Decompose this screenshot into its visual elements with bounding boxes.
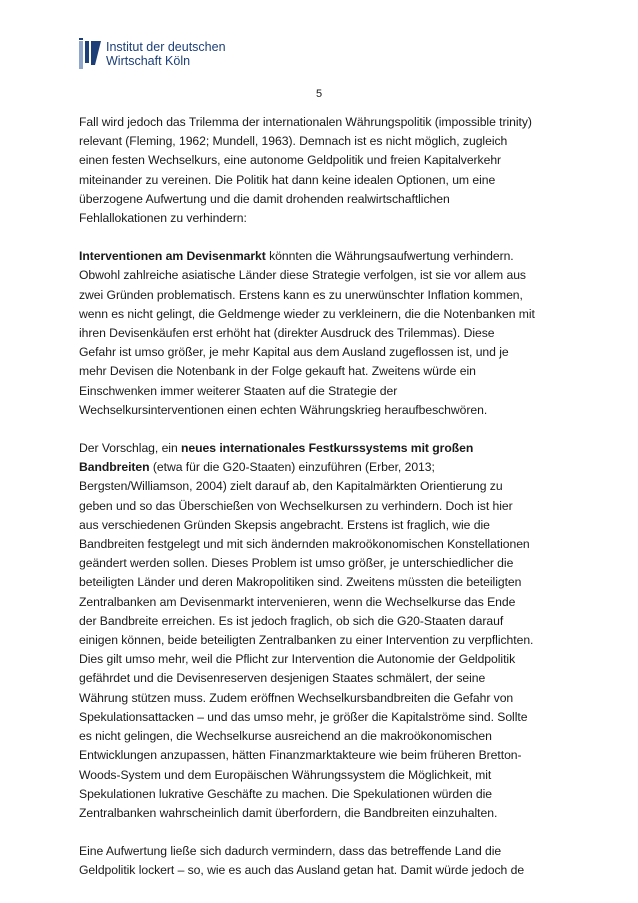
- text-line: überzogene Aufwertung und die damit drohenden realwirtschaftlichen: [79, 191, 450, 206]
- text-line: Währung stützen muss. Zudem eröffnen Wechselkursbandbreiten die Gefahr von: [79, 690, 514, 705]
- paragraph-interventions: [79, 247, 569, 420]
- page-number: 5: [315, 88, 323, 100]
- text-line: geben und so das Überschießen von Wechselkursen zu verhindern. Doch ist hier: [79, 498, 513, 513]
- text-line: Spekulationsattacken – und das umso mehr, je größer die Kapitalströme sind. Sollte: [79, 709, 528, 724]
- text-line: Eine Aufwertung ließe sich dadurch vermindern, dass das betreffende Land die: [79, 844, 502, 859]
- text-line: Gefahr ist umso größer, je mehr Kapital aus dem Ausland zugeflossen ist, und je: [79, 345, 509, 360]
- bold-term: Interventionen am Devisenmarkt: [79, 249, 266, 264]
- text-line: wenn es nicht gelingt, die Geldmenge wieder zu verkleinern, die die Notenbanken mit: [79, 306, 535, 321]
- text-line: beteiligten Länder und deren Makropolitiken sind. Zweitens müssten die beteiligten: [79, 575, 522, 590]
- paragraph-trilemma: [79, 113, 569, 228]
- iw-logo-icon: [78, 38, 102, 72]
- text-run: (etwa für die G20-Staaten) einzuführen (Erber, 2013;: [149, 460, 435, 475]
- text-line: [79, 458, 569, 477]
- bold-term: Bandbreiten: [79, 460, 150, 475]
- institute-header: [78, 38, 378, 78]
- institute-name-line2: Wirtschaft Köln: [106, 54, 191, 68]
- text-run: Der Vorschlag, ein: [79, 441, 182, 456]
- text-line: Woods-System und dem Europäischen Währungssystem die Möglichkeit, mit: [79, 767, 492, 782]
- text-line: [79, 247, 569, 266]
- text-line: Zentralbanken am Devisenmarkt intervenieren, wenn die Wechselkurse das Ende: [79, 594, 516, 609]
- text-line: einen festen Wechselkurs, eine autonome Geldpolitik und freien Kapitalverkehr: [79, 153, 502, 168]
- text-line: es nicht gelingen, die Wechselkurse ausreichend an die makroökonomischen: [79, 729, 492, 744]
- text-line: miteinander zu vereinen. Die Politik hat dann keine idealen Optionen, um eine: [79, 172, 496, 187]
- text-line: Geldpolitik lockert – so, wie es auch das Ausland getan hat. Damit würde jedoch de: [79, 863, 525, 878]
- text-line: Fehlallokationen zu verhindern:: [79, 211, 247, 226]
- text-line: einigen können, beide beteiligten Zentralbanken zu einer Intervention zu verpflichten.: [79, 633, 534, 648]
- text-line: Dies gilt umso mehr, weil die Pflicht zur Intervention die Autonomie der Geldpolitik: [79, 652, 516, 667]
- text-line: Obwohl zahlreiche asiatische Länder diese Strategie verfolgen, ist sie vor allem aus: [79, 268, 526, 283]
- text-line: Spekulationen lukrative Geschäfte zu machen. Die Spekulationen würden die: [79, 786, 493, 801]
- text-line: aus verschiedenen Gründen Skepsis angebracht. Erstens ist fraglich, wie die: [79, 517, 490, 532]
- text-line: ihren Devisenkäufen erst erhöht hat (direkter Ausdruck des Trilemmas). Diese: [79, 326, 495, 341]
- text-line: [79, 439, 569, 458]
- text-line: mehr Devisen die Notenbank in der Folge gekauft hat. Zweitens würde ein: [79, 364, 476, 379]
- text-line: Wechselkursinterventionen einen echten Währungskrieg heraufbeschwören.: [79, 402, 488, 417]
- paragraph-fixed-exchange-system: [79, 439, 569, 823]
- text-line: Bergsten/Williamson, 2004) zielt darauf ab, den Kapitalmärkten Orientierung zu: [79, 479, 503, 494]
- text-line: Entwicklungen anzupassen, hätten Finanzmarktakteure wie beim früheren Bretton-: [79, 748, 522, 763]
- text-line: zwei Gründen problematisch. Erstens kann es zu unerwünschter Inflation kommen,: [79, 287, 523, 302]
- text-line: gefährdet und die Devisenreserven desjenigen Staates schmälert, der seine: [79, 671, 486, 686]
- text-line: relevant (Fleming, 1962; Mundell, 1963). Demnach ist es nicht möglich, zugleich: [79, 134, 508, 149]
- document-body: [79, 113, 569, 900]
- text-line: Einschwenken immer weiterer Staaten auf die Strategie der: [79, 383, 398, 398]
- paragraph-monetary-easing: [79, 842, 569, 880]
- text-line: der Bandbreite erreichen. Es ist jedoch fraglich, ob sich die G20-Staaten darauf: [79, 613, 504, 628]
- institute-name-line1: Institut der deutschen: [106, 40, 226, 54]
- text-line: Zentralbanken wahrscheinlich damit überfordern, die Bandbreiten einzuhalten.: [79, 805, 498, 820]
- bold-term: neues internationales Festkurssystems mit großen: [181, 441, 474, 456]
- text-line: Fall wird jedoch das Trilemma der internationalen Währungspolitik (impossible trinity): [79, 115, 532, 129]
- text-line: Bandbreiten festgelegt und mit sich ändernden makroökonomischen Konstellationen: [79, 537, 530, 552]
- text-run: könnten die Währungsaufwertung verhindern.: [265, 249, 514, 264]
- institute-name: [106, 40, 226, 68]
- text-line: geändert werden sollen. Dieses Problem ist umso größer, je unterschiedlicher die: [79, 556, 514, 571]
